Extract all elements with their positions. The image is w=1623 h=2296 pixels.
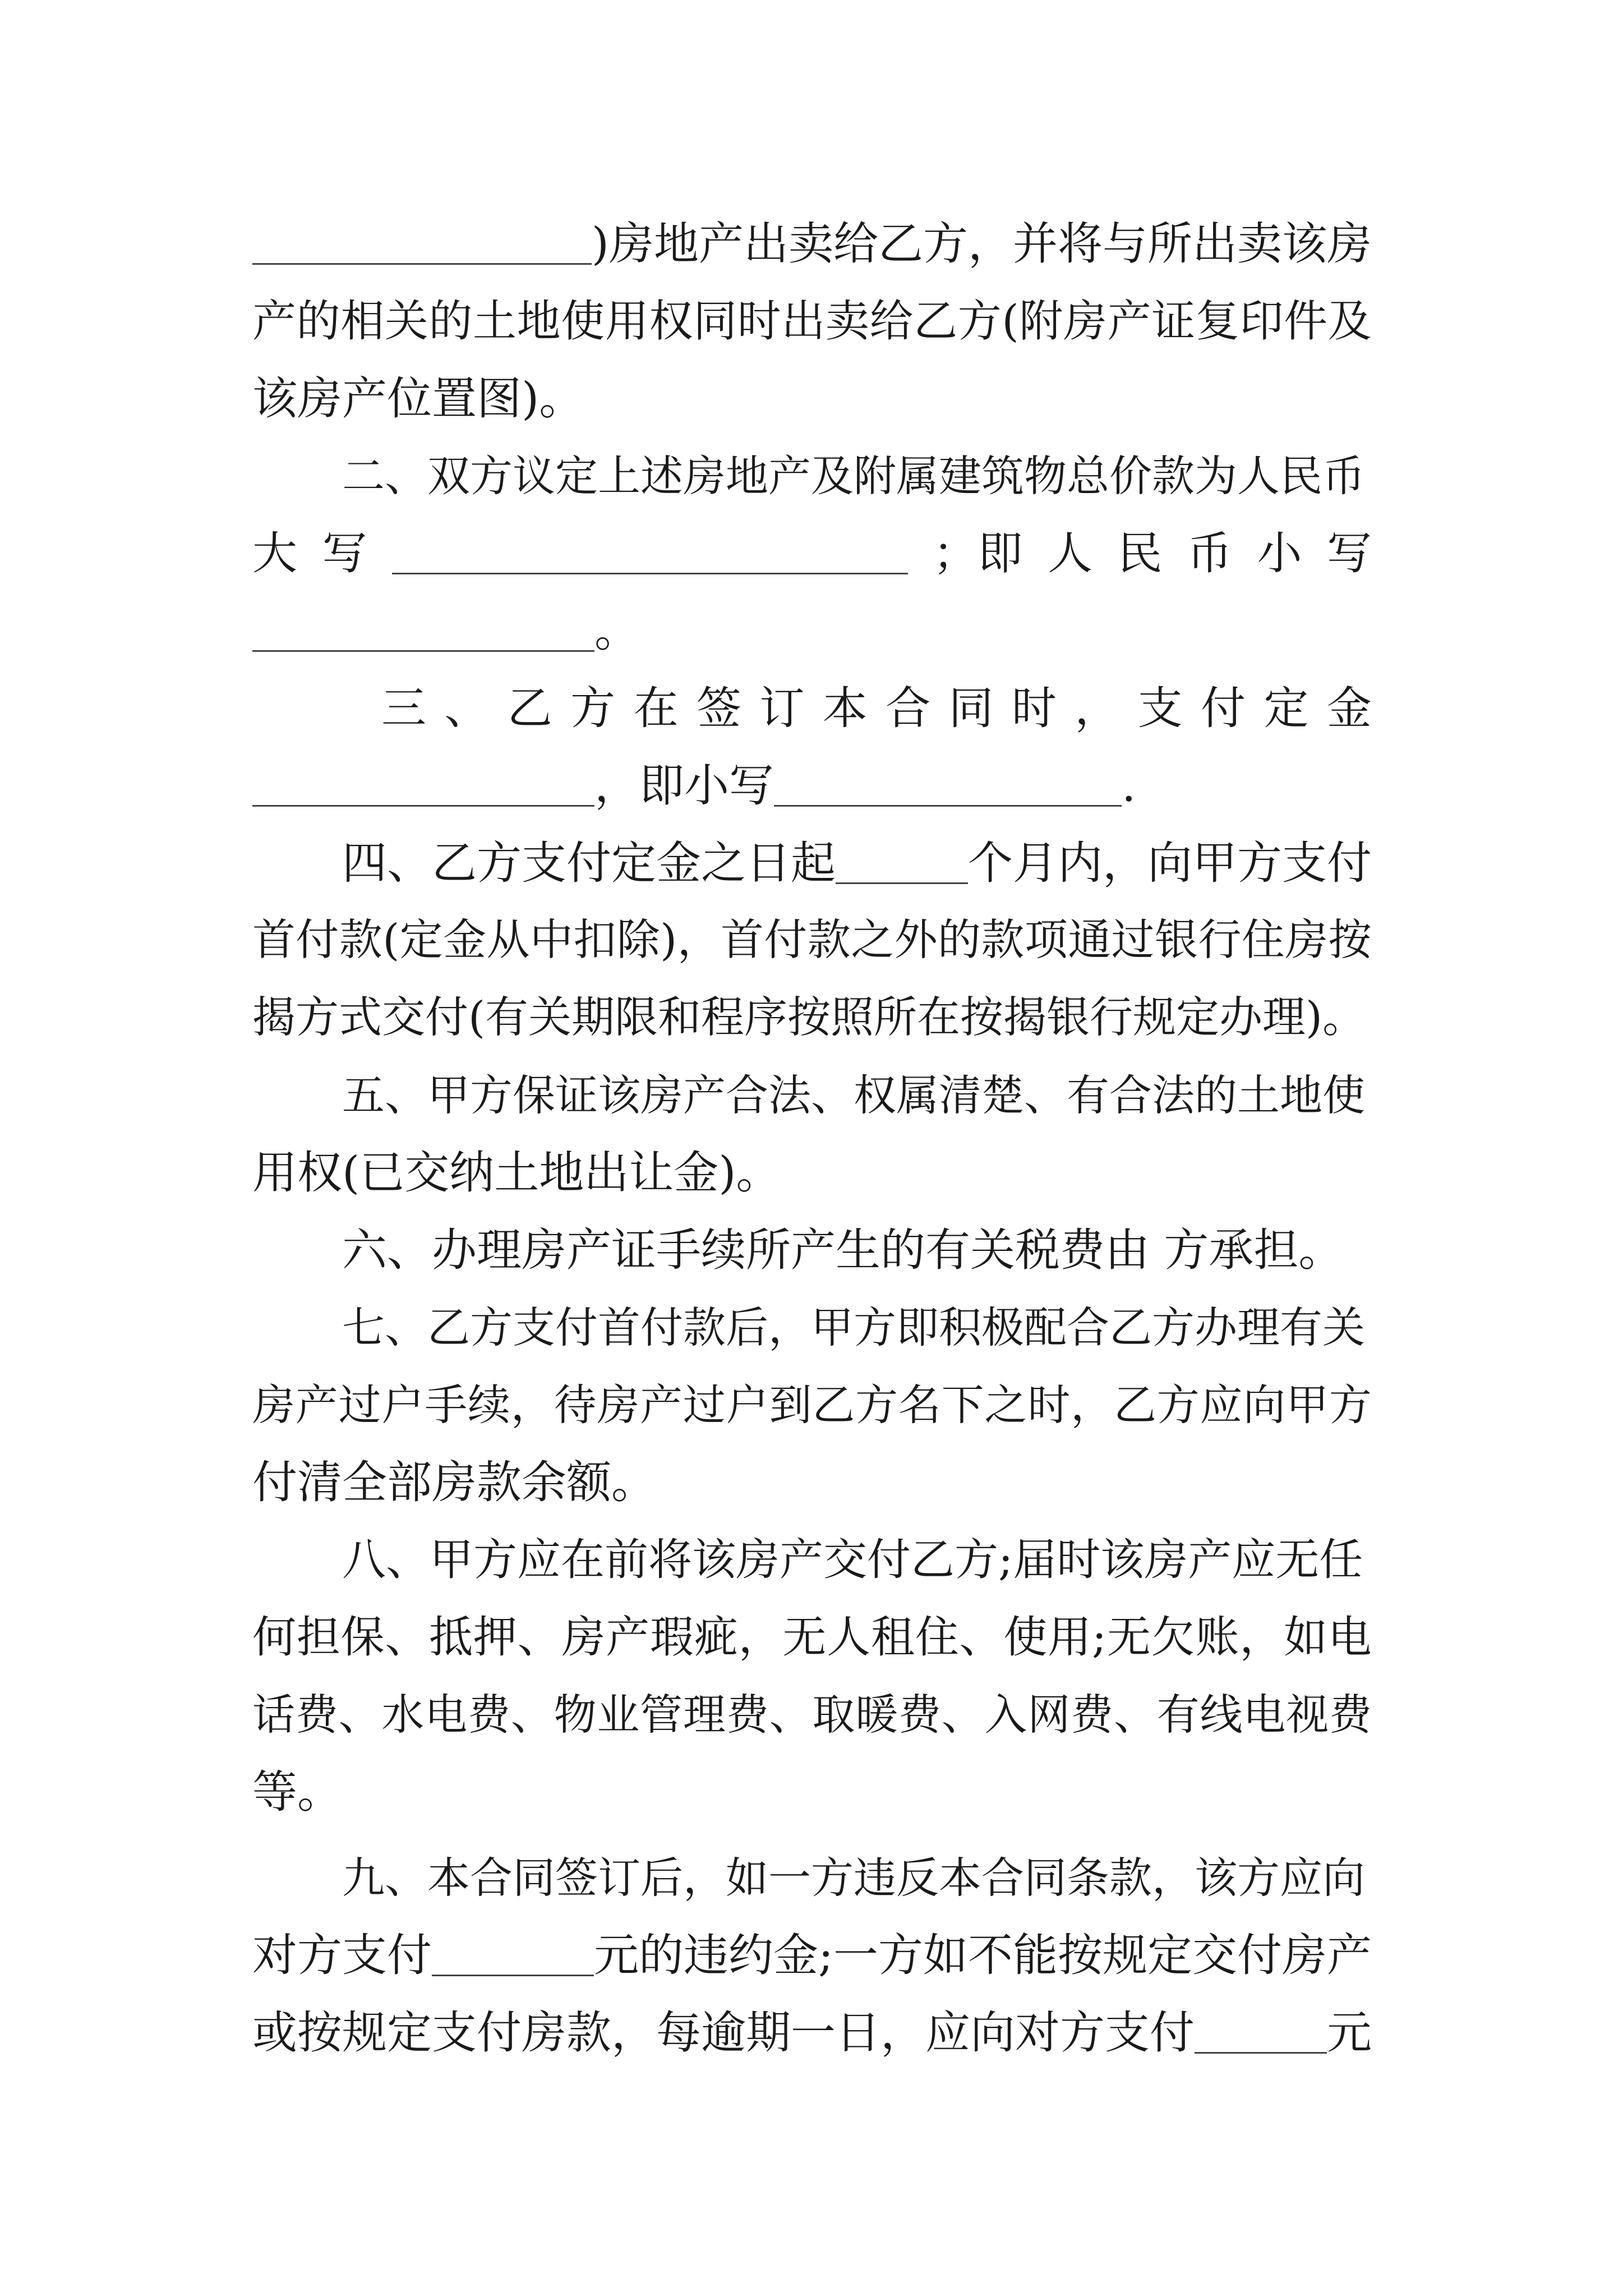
clause-four-line-2 xyxy=(252,907,1372,974)
char: 首 xyxy=(720,915,764,965)
clause-six: 六、办理房产证手续所产生的有关税费由 方承担。 xyxy=(342,1224,1344,1276)
property-address-blank xyxy=(252,229,592,265)
char: 方 xyxy=(1156,1380,1200,1430)
char: 、 xyxy=(769,1690,812,1740)
char: 甲 xyxy=(1286,1380,1329,1430)
char: ( xyxy=(382,915,400,965)
char: 件 xyxy=(1284,296,1328,347)
char: 行 xyxy=(1198,915,1242,965)
char: 网 xyxy=(1027,1690,1071,1740)
char: 手 xyxy=(425,1380,468,1430)
char: 给 xyxy=(869,296,914,347)
char: 出 xyxy=(781,296,826,347)
char: 同 xyxy=(693,296,737,347)
char: 银 xyxy=(1155,915,1198,965)
char: 到 xyxy=(769,1380,812,1430)
char: 付 xyxy=(296,915,339,965)
char: 相 xyxy=(340,296,385,347)
char: 人 xyxy=(827,1612,871,1663)
clause-one-continuation: )房地产出卖给乙方，并将与所出卖该房 xyxy=(252,210,1372,278)
char: ( xyxy=(1002,296,1019,347)
clause-two-line-3: 。 xyxy=(252,597,1372,665)
clause-four-line-1: 四、乙方支付定金之日起 个月内，向甲方支付 xyxy=(342,837,1372,889)
char: 除 xyxy=(616,915,660,965)
daily-penalty-blank xyxy=(1195,2018,1327,2054)
char: 管 xyxy=(640,1690,683,1740)
clause-three-line-2: ，即小写 . xyxy=(252,752,1372,820)
char: 电 xyxy=(1327,1612,1372,1663)
char: 住 xyxy=(1241,915,1285,965)
char: 户 xyxy=(381,1380,425,1430)
total-price-lowercase-blank xyxy=(252,616,594,652)
char: 费 xyxy=(1071,1690,1114,1740)
char: 有 xyxy=(1156,1690,1200,1740)
char: 地 xyxy=(517,296,561,347)
penalty-amount-blank xyxy=(432,1941,594,1976)
char: 待 xyxy=(554,1380,597,1430)
char: 线 xyxy=(1200,1690,1243,1740)
char: 付 xyxy=(764,915,808,965)
char: 户 xyxy=(726,1380,769,1430)
char: 房 xyxy=(561,1612,606,1663)
char: 房 xyxy=(252,1380,295,1430)
clause-eight-line-1: 八、甲方应在前将该房产交付乙方;届时该房产应无任 xyxy=(342,1535,1363,1585)
char: 向 xyxy=(1243,1380,1286,1430)
char: 产 xyxy=(606,1612,650,1663)
char: 使 xyxy=(1003,1612,1048,1663)
clause-eight-line-3 xyxy=(252,1681,1372,1749)
char: 无 xyxy=(1106,1612,1151,1663)
char: 房 xyxy=(1285,915,1329,965)
char: 何 xyxy=(252,1612,297,1663)
char: 抵 xyxy=(429,1612,473,1663)
char: 权 xyxy=(649,296,693,347)
char: ， xyxy=(738,1612,782,1663)
deposit-uppercase-blank xyxy=(252,771,594,807)
char: 款 xyxy=(339,915,382,965)
char: 暖 xyxy=(855,1690,898,1740)
clause-four-line-3: 揭方式交付(有关期限和程序按照所在按揭银行规定办理)。 xyxy=(252,993,1366,1043)
char: 、 xyxy=(385,1612,429,1663)
char: 无 xyxy=(782,1612,827,1663)
char: 话 xyxy=(252,1690,295,1740)
char: 用 xyxy=(1048,1612,1092,1663)
char: 欠 xyxy=(1151,1612,1195,1663)
clause-eight-line-4: 等。 xyxy=(252,1766,342,1818)
char: 定 xyxy=(399,915,443,965)
char: 产 xyxy=(640,1380,683,1430)
char: 房 xyxy=(1063,296,1108,347)
char: 视 xyxy=(1286,1690,1329,1740)
char: 房 xyxy=(597,1380,640,1430)
char: 应 xyxy=(1200,1380,1243,1430)
char: 费 xyxy=(898,1690,941,1740)
char: 时 xyxy=(737,296,781,347)
char: 关 xyxy=(384,296,428,347)
char: 水 xyxy=(381,1690,425,1740)
deposit-lowercase-blank xyxy=(774,771,1122,807)
char: 产 xyxy=(1107,296,1151,347)
char: 过 xyxy=(683,1380,726,1430)
char: 中 xyxy=(529,915,573,965)
char: 、 xyxy=(1113,1690,1156,1740)
char: 如 xyxy=(1284,1612,1328,1663)
char: ， xyxy=(1071,1380,1114,1430)
char: 款 xyxy=(981,915,1025,965)
char: 费 xyxy=(1329,1690,1372,1740)
char: 费 xyxy=(295,1690,338,1740)
char: 产 xyxy=(295,1380,338,1430)
char: 复 xyxy=(1195,296,1239,347)
char: 电 xyxy=(1243,1690,1286,1740)
char: 乙 xyxy=(914,296,958,347)
char: 方 xyxy=(957,296,1002,347)
char: 乙 xyxy=(812,1380,855,1430)
char: 、 xyxy=(517,1612,561,1663)
char: 下 xyxy=(941,1380,984,1430)
char: 过 xyxy=(338,1380,381,1430)
char: 使 xyxy=(561,296,605,347)
char: 、 xyxy=(941,1690,984,1740)
char: 理 xyxy=(683,1690,726,1740)
char: 业 xyxy=(597,1690,640,1740)
char: 从 xyxy=(486,915,530,965)
char: 电 xyxy=(425,1690,468,1740)
char: 瑕 xyxy=(650,1612,694,1663)
char: 费 xyxy=(726,1690,769,1740)
clause-five-line-2: 用权(已交纳土地出让金)。 xyxy=(252,1147,781,1199)
char: 卖 xyxy=(825,296,869,347)
clause-eight-line-2 xyxy=(252,1604,1372,1671)
char: 扣 xyxy=(573,915,617,965)
char: 外 xyxy=(894,915,938,965)
char: 款 xyxy=(807,915,851,965)
char: 保 xyxy=(340,1612,385,1663)
char: 费 xyxy=(467,1690,510,1740)
char: ， xyxy=(1239,1612,1284,1663)
char: 押 xyxy=(473,1612,517,1663)
total-price-uppercase-blank xyxy=(392,539,908,574)
char: 续 xyxy=(467,1380,510,1430)
clause-one-line-2 xyxy=(252,288,1372,355)
char: 、 xyxy=(959,1612,1003,1663)
char: 的 xyxy=(428,296,473,347)
char: 、 xyxy=(338,1690,381,1740)
clause-nine-line-3: 或按规定支付房款，每逾期一日，应向对方支付 元 xyxy=(252,2007,1372,2059)
char: 之 xyxy=(984,1380,1027,1430)
char: 取 xyxy=(812,1690,855,1740)
char: 产 xyxy=(252,296,297,347)
clause-nine-line-2: 对方支付 元的违约金;一方如不能按规定交付房产 xyxy=(252,1929,1372,1981)
char: 住 xyxy=(915,1612,959,1663)
clause-seven-line-1: 七、乙方支付首付款后，甲方即积极配合乙方办理有关 xyxy=(342,1303,1365,1352)
char: ， xyxy=(677,915,721,965)
char: 土 xyxy=(473,296,517,347)
clause-one-line-3: 该房产位置图)。 xyxy=(252,372,584,425)
char: 入 xyxy=(984,1690,1027,1740)
char: 租 xyxy=(870,1612,915,1663)
clause-two-line-2: 大 写 ；即 人 民 币 小 写 xyxy=(252,527,1372,579)
char: 担 xyxy=(296,1612,340,1663)
char: 按 xyxy=(1328,915,1372,965)
char: 名 xyxy=(898,1380,941,1430)
char: 证 xyxy=(1151,296,1196,347)
clause-two-line-1: 二、双方议定上述房地产及附属建筑物总价款为人民币 xyxy=(342,451,1365,501)
char: 金 xyxy=(443,915,487,965)
char: 时 xyxy=(1027,1380,1071,1430)
char: 物 xyxy=(554,1690,597,1740)
char: 印 xyxy=(1239,296,1284,347)
char: 首 xyxy=(252,915,296,965)
clause-seven-line-2 xyxy=(252,1372,1372,1439)
char: 的 xyxy=(938,915,981,965)
char: 过 xyxy=(1111,915,1155,965)
char: 附 xyxy=(1019,296,1063,347)
clause-three-line-1: 三 、 乙 方 在 签 订 本 合 同 时 ， 支 付 定 金 xyxy=(381,682,1372,734)
char: 项 xyxy=(1024,915,1068,965)
clause-seven-line-3: 付清全部房款余额。 xyxy=(252,1456,656,1508)
char: 方 xyxy=(1329,1380,1372,1430)
char: ， xyxy=(510,1380,554,1430)
char: ; xyxy=(1091,1612,1107,1663)
char: 、 xyxy=(510,1690,554,1740)
char: 及 xyxy=(1327,296,1372,347)
char: 通 xyxy=(1068,915,1112,965)
clause-nine-line-1: 九、本合同签订后，如一方违反本合同条款，该方应向 xyxy=(342,1853,1365,1903)
char: 之 xyxy=(851,915,895,965)
char: 疵 xyxy=(694,1612,738,1663)
char: 方 xyxy=(855,1380,898,1430)
char: 用 xyxy=(605,296,649,347)
months-blank xyxy=(836,849,968,884)
clause-five-line-1: 五、甲方保证该房产合法、权属清楚、有合法的土地使 xyxy=(342,1070,1365,1120)
char: 的 xyxy=(296,296,340,347)
char: ) xyxy=(660,915,677,965)
char: 乙 xyxy=(1113,1380,1156,1430)
char: 账 xyxy=(1195,1612,1239,1663)
